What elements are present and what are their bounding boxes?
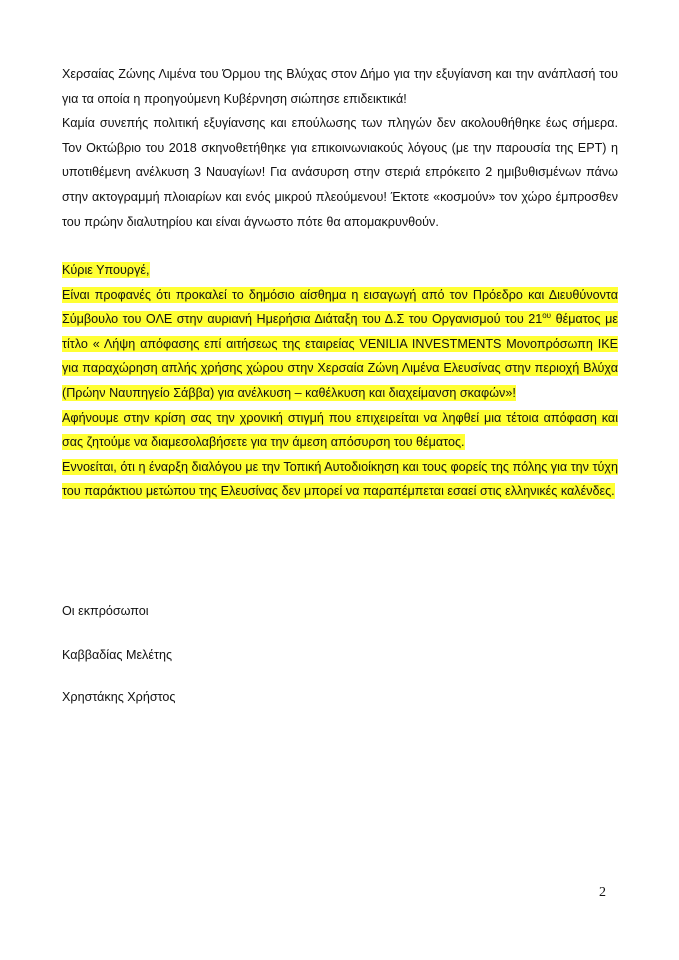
paragraph-1-sentence-1: Χερσαίας Ζώνης Λιμένα του Όρμου της Βλύχας στον Δήμο για την εξυγίανση και την ανάπλασή του για τα οποία η προηγούμενη Κυβέρνηση σιώπησε επιδεικτικά!: [62, 67, 618, 106]
paragraph-1-sentence-2: Καμία συνεπής πολιτική εξυγίανσης και επούλωσης των πληγών δεν ακολουθήθηκε έως σήμερα. Τον Οκτώβριο του 2018 σκηνοθετήθηκε για επικοινωνιακούς λόγους (με την παρουσία της ΕΡΤ) η υποτιθέμενη ανέλκυση 3 Ναυαγίων! Για ανάσυρση στην στεριά επρόκειτο 2 ημιβυθισμένων πάνω στην ακτογραμμή πλοιαρίων και ενός μικρού πλεούμενου! Έκτοτε «κοσμούν» τον χώρο έμπροσθεν του πρώην διαλυτηρίου και είναι άγνωστο πότε θα απομακρυνθούν.: [62, 116, 618, 229]
signatory-2: Χρηστάκης Χρήστος: [62, 690, 176, 704]
paragraph-2-highlighted: [62, 258, 618, 504]
signoff: Οι εκπρόσωποι: [62, 604, 149, 618]
paragraph-1: [62, 62, 618, 234]
ordinal-superscript: ου: [542, 311, 552, 320]
sentence-1-tail: θέματος με τίτλο « Λήψη απόφασης επί αιτήσεως της εταιρείας VENILIA INVESTMENTS Μονοπρόσωπη ΙΚΕ για παραχώρηση απλής χρήσης χώρου στην Χερσαία Ζώνη Λιμένα Ελευσίνας στην περιοχή Βλύχα (Πρώην Ναυπηγείο Σάββα) για ανέλκυση – καθέλκυση και διαχείμανση σκαφών»!: [62, 312, 618, 400]
paragraph-2-sentence-1: [62, 287, 618, 401]
paragraph-2-sentence-3: Εννοείται, ότι η έναρξη διαλόγου με την Τοπική Αυτοδιοίκηση και τους φορείς της πόλης για την τύχη του παράκτιου μετώπου της Ελευσίνας δεν μπορεί να παραπέμπεται εσαεί στις ελληνικές καλένδες.: [62, 459, 618, 499]
paragraph-2-sentence-2: Αφήνουμε στην κρίση σας την χρονική στιγμή που επιχειρείται να ληφθεί μια τέτοια απόφαση και σας ζητούμε να διαμεσολαβήσετε για την άμεση απόσυρση του θέματος.: [62, 410, 618, 450]
salutation: Κύριε Υπουργέ,: [62, 263, 150, 277]
page-number: 2: [599, 885, 606, 900]
signatory-1: Καββαδίας Μελέτης: [62, 648, 173, 662]
sentence-1-main: Είναι προφανές ότι προκαλεί το δημόσιο αίσθημα η εισαγωγή από τον Πρόεδρο και Διευθύνοντα Σύμβουλο του ΟΛΕ στην αυριανή Ημερήσια Διάταξη του Δ.Σ του Οργανισμού του 21: [62, 287, 618, 327]
